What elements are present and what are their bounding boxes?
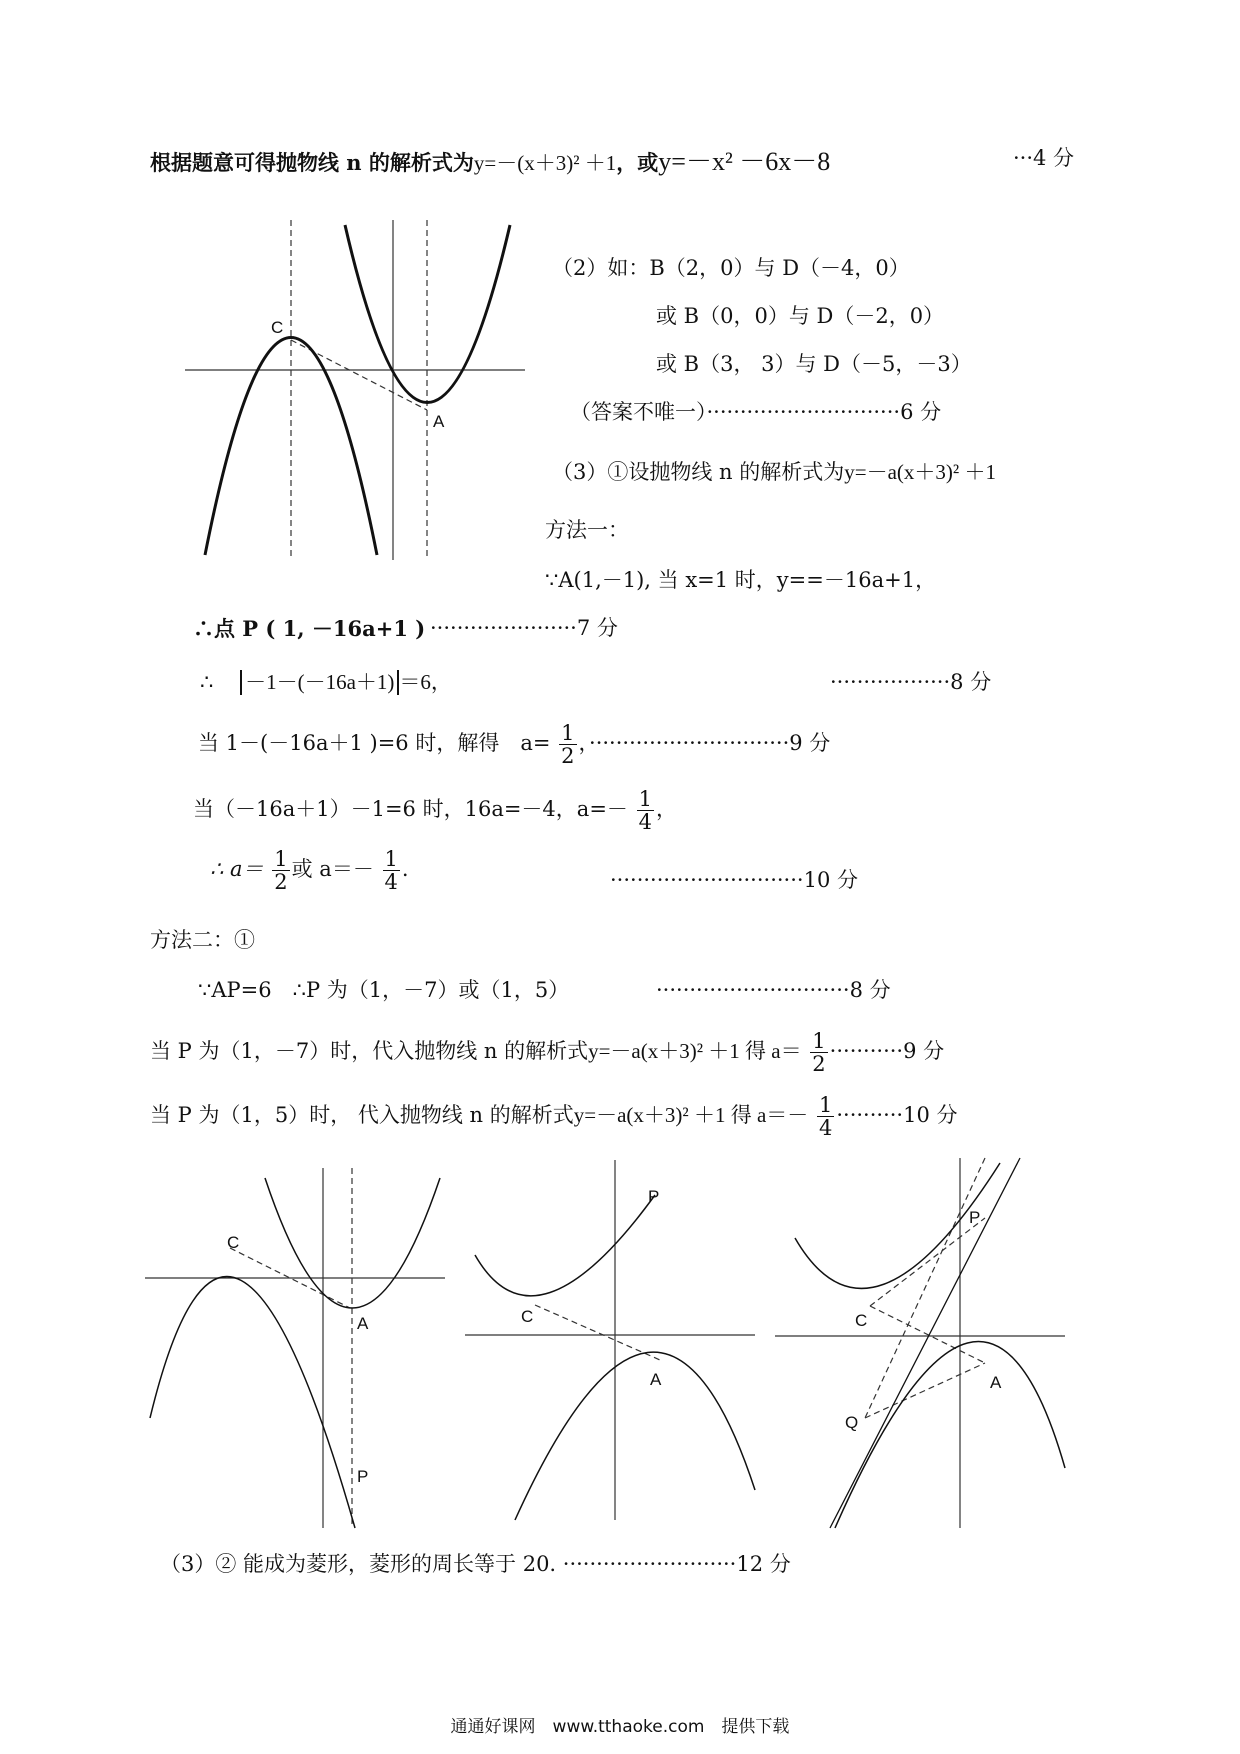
abs-score: ··················8 分 — [830, 670, 992, 694]
fraction-num: 1 — [818, 1093, 833, 1117]
result-prefix: ∴ a＝ — [210, 857, 264, 882]
fraction-num: 1 — [561, 721, 575, 745]
sub-1 — [150, 1030, 944, 1075]
part-3-line-a — [552, 460, 996, 485]
graph-4 — [775, 1158, 1065, 1528]
fraction-den: 4 — [638, 810, 652, 835]
graph-2-label-a: A — [357, 1314, 369, 1333]
method-2-ap-score: ·····························8 分 — [656, 978, 891, 1002]
fraction-den: 2 — [274, 870, 288, 895]
fraction-num: 1 — [638, 787, 652, 811]
final-line: （3）② 能成为菱形，菱形的周长等于 20. ··························12 分 — [160, 1552, 791, 1576]
graph-3-label-p: P — [648, 1187, 660, 1206]
fraction-den: 4 — [818, 1116, 833, 1141]
abs-equals: ＝6， — [399, 670, 452, 694]
result-end: . — [401, 857, 409, 882]
case-2-end: ， — [655, 797, 677, 822]
footer: 通通好课网 www.tthaoke.com 提供下载 — [450, 1717, 790, 1737]
part-3-eq: y=－a(x＋3)² ＋1 — [844, 460, 996, 484]
line-1-eq2: y=－x² －6x－8 — [658, 147, 831, 176]
case-2-text: 当（－16a＋1）－1=6 时，16a=－4，a=－ — [193, 797, 628, 822]
graph-1-label-a: A — [433, 412, 445, 431]
method-2-ap: ∵AP=6 ∴P 为（1，－7）或（1，5） — [198, 978, 570, 1002]
case-1-text: 当 1－(－16a＋1 )=6 时，解得 a= — [198, 731, 551, 756]
graph-4-label-q: Q — [845, 1413, 859, 1432]
graph-2 — [145, 1168, 445, 1528]
fraction-half-3 — [810, 1030, 827, 1075]
line-1-eq1: y=－(x＋3)² ＋1 — [473, 151, 617, 175]
result-mid: 或 a＝－ — [291, 857, 374, 882]
fraction-half-1 — [559, 722, 576, 767]
therefore-point-p-score: ······················7 分 — [430, 616, 618, 640]
sub-1-eq: y=－a(x＋3)² ＋1 得 a＝ — [588, 1039, 802, 1064]
sub-2-text: 当 P 为（1，5）时， 代入抛物线 n 的解析式 — [150, 1103, 574, 1128]
method-1-since: ∵A(1,－1), 当 x=1 时，y==－16a+1， — [545, 568, 937, 592]
fraction-num: 1 — [812, 1029, 826, 1053]
result-score: ·····························10 分 — [610, 868, 858, 892]
therefore-point-p-text: ∴点 P ( 1, －16a+1 ) — [193, 616, 426, 641]
fraction-quarter-1 — [637, 788, 654, 833]
graph-4-label-a: A — [990, 1373, 1002, 1392]
graph-3 — [465, 1160, 755, 1520]
abs-line — [200, 670, 452, 695]
case-1-score: ，······························9 分 — [578, 731, 831, 756]
fraction-quarter-3 — [817, 1094, 834, 1139]
result-line — [210, 848, 409, 893]
abs-expression: －1－(－16a＋1) — [240, 670, 399, 695]
line-1-prefix: 根据题意可得抛物线 n 的解析式为 — [150, 150, 474, 175]
fraction-num: 1 — [274, 847, 288, 871]
part-2-line-b: 或 B（0，0）与 D（－2，0） — [656, 304, 945, 328]
fraction-half-2 — [272, 848, 289, 893]
sub-1-score: ···········9 分 — [829, 1039, 945, 1064]
graph-3-label-a: A — [650, 1370, 662, 1389]
therefore-point-p — [193, 616, 425, 641]
fraction-num: 1 — [384, 847, 398, 871]
part-2-line-d: （答案不唯一）·····························6 分 — [570, 400, 942, 424]
fraction-den: 4 — [384, 870, 398, 895]
case-1 — [198, 722, 830, 767]
method-2-title: 方法二：① — [150, 928, 255, 952]
graph-1-label-c: C — [271, 318, 284, 337]
graph-2-label-c: C — [227, 1233, 240, 1252]
line-1-or: ，或 — [616, 150, 659, 175]
graph-4-label-c: C — [855, 1311, 868, 1330]
line-1-score: ···4 分 — [1013, 146, 1075, 170]
case-2 — [193, 788, 677, 833]
fraction-den: 2 — [812, 1052, 826, 1077]
part-3-text: （3）①设抛物线 n 的解析式为 — [552, 460, 845, 484]
method-1-title: 方法一： — [545, 518, 629, 542]
abs-prefix: ∴ — [200, 670, 214, 694]
sub-2-eq: y=－a(x＋3)² ＋1 得 a＝－ — [573, 1103, 809, 1128]
line-1 — [150, 146, 830, 177]
part-2-line-c: 或 B（3， 3）与 D（－5，－3） — [656, 352, 972, 376]
graph-1 — [185, 220, 525, 560]
graph-2-label-p: P — [357, 1467, 369, 1486]
graph-3-label-c: C — [521, 1307, 534, 1326]
sub-1-text: 当 P 为（1，－7）时，代入抛物线 n 的解析式 — [150, 1039, 589, 1064]
fraction-den: 2 — [561, 744, 575, 769]
graph-4-label-p: P — [969, 1208, 981, 1227]
fraction-quarter-2 — [383, 848, 400, 893]
sub-2 — [150, 1094, 958, 1139]
part-2-line-a: （2）如：B（2，0）与 D（－4，0） — [552, 256, 910, 280]
sub-2-score: ··········10 分 — [836, 1103, 958, 1128]
